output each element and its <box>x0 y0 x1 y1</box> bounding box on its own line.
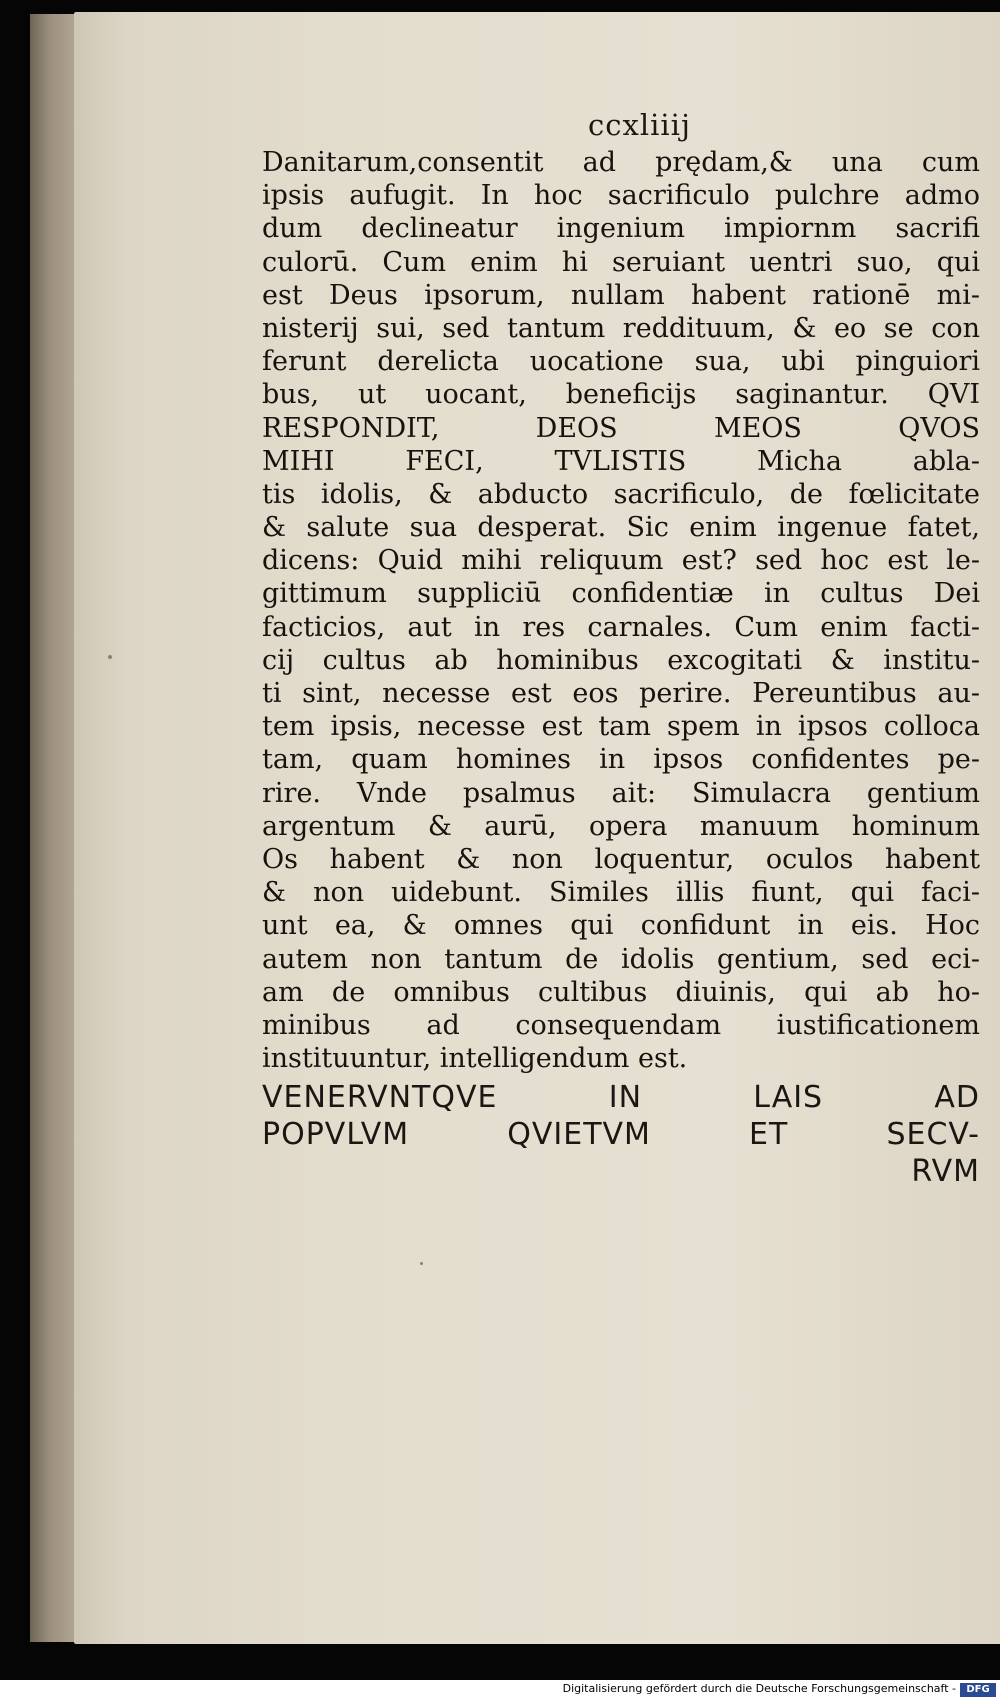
heading-line: VENERVNTQVE IN LAIS AD <box>262 1080 980 1116</box>
text-line: am de omnibus cultibus diuinis, qui ab ho- <box>262 976 980 1008</box>
text-line: cij cultus ab hominibus excogitati & institu- <box>262 644 980 676</box>
paper-speck <box>108 655 112 659</box>
folio-number: ccxliiij <box>588 108 691 142</box>
text-line: ipsis aufugit. In hoc sacrificulo pulchre admo <box>262 180 980 212</box>
text-line: rire. Vnde psalmus ait: Simulacra gentium <box>262 777 980 809</box>
dfg-logo-icon: DFG <box>960 1683 996 1697</box>
text-line: & salute sua desperat. Sic enim ingenue fatet, <box>262 512 980 544</box>
text-line: minibus ad consequendam iustificationem <box>262 1009 980 1041</box>
heading-line: POPVLVM QVIETVM ET SECV- <box>262 1117 980 1153</box>
digitization-footer <box>0 1680 1000 1701</box>
text-line: tem ipsis, necesse est tam spem in ipsos colloca <box>262 711 980 743</box>
text-line: facticios, aut in res carnales. Cum enim facti- <box>262 611 980 643</box>
text-line: nisterij sui, sed tantum reddituum, & eo se con <box>262 312 980 344</box>
text-line: gittimum suppliciū confidentiæ in cultus Dei <box>262 578 980 610</box>
text-line: & non uidebunt. Similes illis fiunt, qui faci- <box>262 877 980 909</box>
text-line: unt ea, & omnes qui confidunt in eis. Hoc <box>262 910 980 942</box>
text-line: RESPONDIT, DEOS MEOS QVOS <box>262 412 980 444</box>
text-line: tam, quam homines in ipsos confidentes pe- <box>262 744 980 776</box>
paper-speck <box>420 1262 423 1265</box>
text-line: dicens: Quid mihi reliquum est? sed hoc est le- <box>262 545 980 577</box>
text-line: instituuntur, intelligendum est. <box>262 1043 688 1075</box>
footer-credit: Digitalisierung gefördert durch die Deutsche Forschungsgemeinschaft - <box>562 1682 956 1695</box>
text-line: tis idolis, & abducto sacrificulo, de fœlicitate <box>262 478 980 510</box>
text-line: ti sint, necesse est eos perire. Pereuntibus au- <box>262 678 980 709</box>
body-text <box>262 146 980 1190</box>
text-line: Os habent & non loquentur, oculos habent <box>262 843 980 875</box>
text-line: argentum & aurū, opera manuum hominum <box>262 810 980 842</box>
text-line: Danitarum,consentit ad prędam,& una cum <box>262 147 980 178</box>
text-line: ferunt derelicta uocatione sua, ubi pinguiori <box>262 346 980 378</box>
text-line: culorū. Cum enim hi seruiant uentri suo, qui <box>262 246 980 278</box>
text-line: MIHI FECI, TVLISTIS Micha abla- <box>262 445 980 477</box>
page-edge <box>30 14 78 1642</box>
text-line: est Deus ipsorum, nullam habent rationē mi- <box>262 279 980 311</box>
text-line: dum declineatur ingenium impiornm sacrifi <box>262 213 980 245</box>
heading-line: RVM <box>911 1154 980 1190</box>
text-line: bus, ut uocant, beneficijs saginantur. QVI <box>262 379 980 411</box>
section-heading <box>262 1079 980 1190</box>
text-line: autem non tantum de idolis gentium, sed eci- <box>262 943 980 975</box>
